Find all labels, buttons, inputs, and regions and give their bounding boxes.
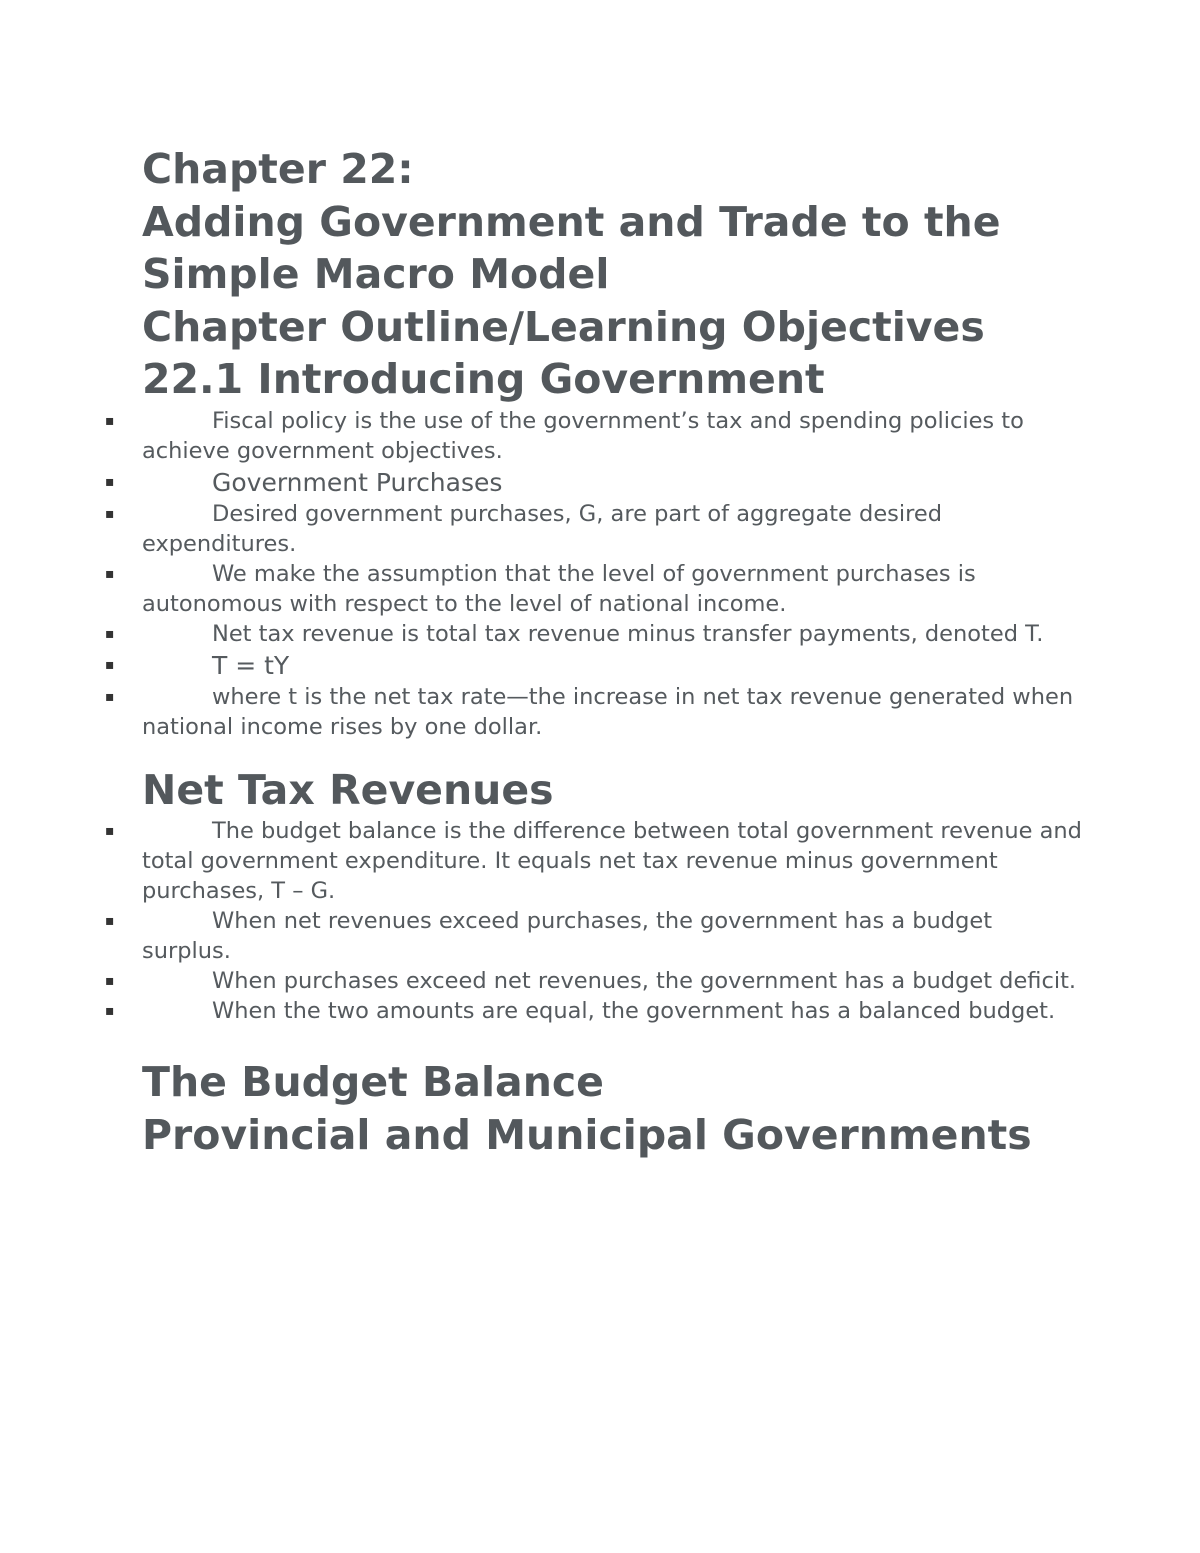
bullet-icon: ▪ xyxy=(105,823,115,839)
bullet-icon: ▪ xyxy=(105,656,115,673)
list-item-text: When net revenues exceed purchases, the government has a budget surplus. xyxy=(142,908,993,964)
list-item xyxy=(105,906,1082,966)
section-heading-introducing-government: 22.1 Introducing Government xyxy=(142,355,825,403)
bullet-icon: ▪ xyxy=(105,412,115,429)
bullet-icon: ▪ xyxy=(105,688,115,705)
chapter-title-heading: Adding Government and Trade to the xyxy=(142,197,1001,246)
section-heading-net-tax-revenues: Net Tax Revenues xyxy=(142,765,554,814)
outline-heading: Chapter Outline/Learning Objectives xyxy=(142,302,985,351)
list-item-text: Desired government purchases, G, are part of aggregate desired expenditures. xyxy=(142,500,943,557)
list-item xyxy=(105,649,1082,682)
list-item-text: where t is the net tax rate—the increase in net tax revenue generated when national income rises by one dollar. xyxy=(142,683,1074,740)
list-item xyxy=(105,996,1082,1026)
list-item-text: Government Purchases xyxy=(212,467,503,497)
list-item xyxy=(105,559,1082,619)
section-heading-budget-balance: The Budget Balance xyxy=(142,1058,604,1106)
list-item-text: When the two amounts are equal, the government has a balanced budget. xyxy=(212,998,1056,1024)
list-item xyxy=(105,619,1082,649)
list-item-text: The budget balance is the difference between total government revenue and total government expenditure. It equals net tax revenue minus government purchases, T – G. xyxy=(142,818,1082,904)
net-tax-revenues-list xyxy=(105,816,1082,1026)
bullet-icon: ▪ xyxy=(105,565,115,582)
introducing-government-list xyxy=(105,406,1082,742)
list-item xyxy=(105,466,1082,499)
list-item-text: T = tY xyxy=(212,650,290,680)
spacer xyxy=(142,1026,1082,1056)
list-item-text: Net tax revenue is total tax revenue minus transfer payments, denoted T. xyxy=(212,620,1044,647)
list-item-text: When purchases exceed net revenues, the government has a budget deficit. xyxy=(212,968,1077,994)
chapter-number-heading: Chapter 22: xyxy=(142,145,414,193)
list-item-text: Fiscal policy is the use of the government’s tax and spending policies to achieve government objectives. xyxy=(142,407,1024,464)
chapter-subtitle-heading: Simple Macro Model xyxy=(142,250,610,298)
bullet-icon: ▪ xyxy=(105,913,115,929)
bullet-icon: ▪ xyxy=(105,973,115,989)
list-item xyxy=(105,499,1082,559)
bullet-icon: ▪ xyxy=(105,625,115,642)
bullet-icon: ▪ xyxy=(105,505,115,522)
document-content xyxy=(105,143,1082,1161)
bullet-icon: ▪ xyxy=(105,473,115,490)
list-item-text: We make the assumption that the level of government purchases is autonomous with respect to the level of national income. xyxy=(142,560,976,617)
list-item xyxy=(105,966,1082,996)
spacer xyxy=(142,742,1082,764)
list-item xyxy=(105,406,1082,466)
list-item xyxy=(105,816,1082,906)
list-item xyxy=(105,682,1082,742)
section-heading-provincial-municipal: Provincial and Municipal Governments xyxy=(142,1110,1032,1159)
bullet-icon: ▪ xyxy=(105,1003,115,1019)
